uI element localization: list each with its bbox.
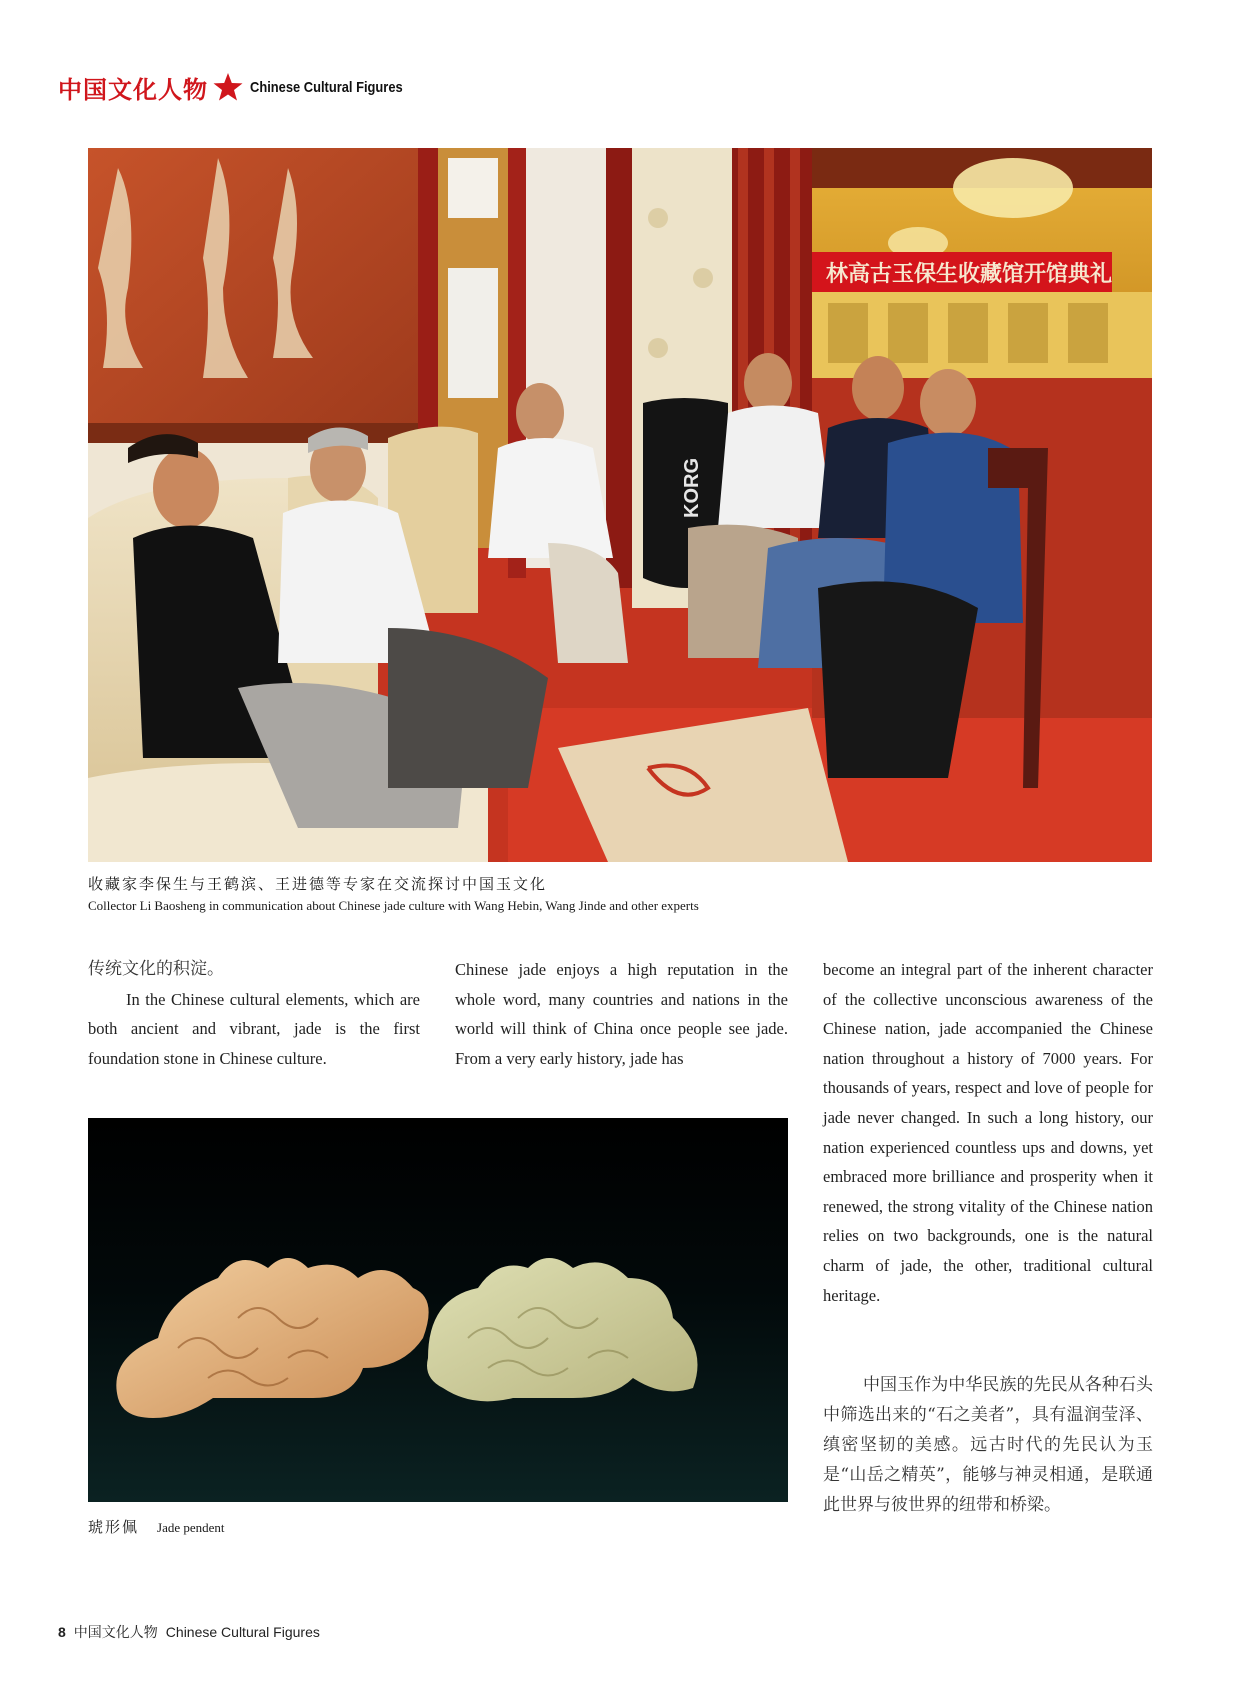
- meeting-scene-illustration: [88, 148, 1152, 862]
- top-photo-caption-zh: 收藏家李保生与王鹤滨、王进德等专家在交流探讨中国玉文化: [88, 875, 548, 893]
- column-1-zh-line: 传统文化的积淀。: [88, 959, 224, 979]
- top-photo-caption-en: Collector Li Baosheng in communication about Chinese jade culture with Wang Hebin, Wang Jinde and other experts: [88, 898, 699, 913]
- footer-title-zh: 中国文化人物: [73, 1624, 158, 1640]
- column-1-paragraph: In the Chinese cultural elements, which are both ancient and vibrant, jade is the first foundation stone in Chinese culture.: [88, 989, 420, 1068]
- column-2: [455, 955, 788, 1073]
- page-footer: [58, 1622, 320, 1642]
- star-icon: [212, 71, 244, 103]
- footer-title-en: Chinese Cultural Figures: [165, 1624, 320, 1640]
- jade-caption-en: Jade pendent: [157, 1520, 225, 1535]
- column-3: [823, 955, 1153, 1310]
- page-number: 8: [58, 1624, 66, 1640]
- meeting-photo: [88, 148, 1152, 862]
- jade-pendants-illustration: [88, 1118, 788, 1502]
- masthead: [58, 70, 428, 104]
- column-3-paragraph: become an integral part of the inherent character of the collective unconscious awareness of the Chinese nation, jade accompanied the Chinese nation throughout a history of 7000 years. For thousands of years, respect and love of people for jade never changed. In such a long history, our nation experienced countless ups and downs, yet embraced more brilliance and prosperity when it renewed, the strong vitality of the Chinese nation relies on two backgrounds, one is the natural charm of jade, the other, traditional cultural heritage.: [823, 960, 1153, 1305]
- column-3-zh-paragraph: 中国玉作为中华民族的先民从各种石头中筛选出来的“石之美者”，具有温润莹泽、缜密坚韧的美感。远古时代的先民认为玉是“山岳之精英”，能够与神灵相通，是联通此世界与彼世界的纽带和桥梁。: [823, 1375, 1153, 1515]
- column-2-paragraph: Chinese jade enjoys a high reputation in the whole word, many countries and nations in the world will think of China once people see jade. From a very early history, jade has: [455, 960, 788, 1068]
- banner-text: 林高古玉保生收藏馆开馆典礼: [826, 261, 1113, 287]
- column-1: [88, 955, 420, 1073]
- jade-photo: [88, 1118, 788, 1502]
- masthead-title-zh: 中国文化人物: [58, 74, 208, 104]
- column-3-zh-block: [823, 1370, 1153, 1520]
- keyboard-brand: KORG: [681, 458, 703, 518]
- jade-caption-zh: 琥形佩: [88, 1518, 140, 1536]
- jade-photo-caption: [88, 1516, 225, 1537]
- masthead-title-en: Chinese Cultural Figures: [250, 78, 403, 96]
